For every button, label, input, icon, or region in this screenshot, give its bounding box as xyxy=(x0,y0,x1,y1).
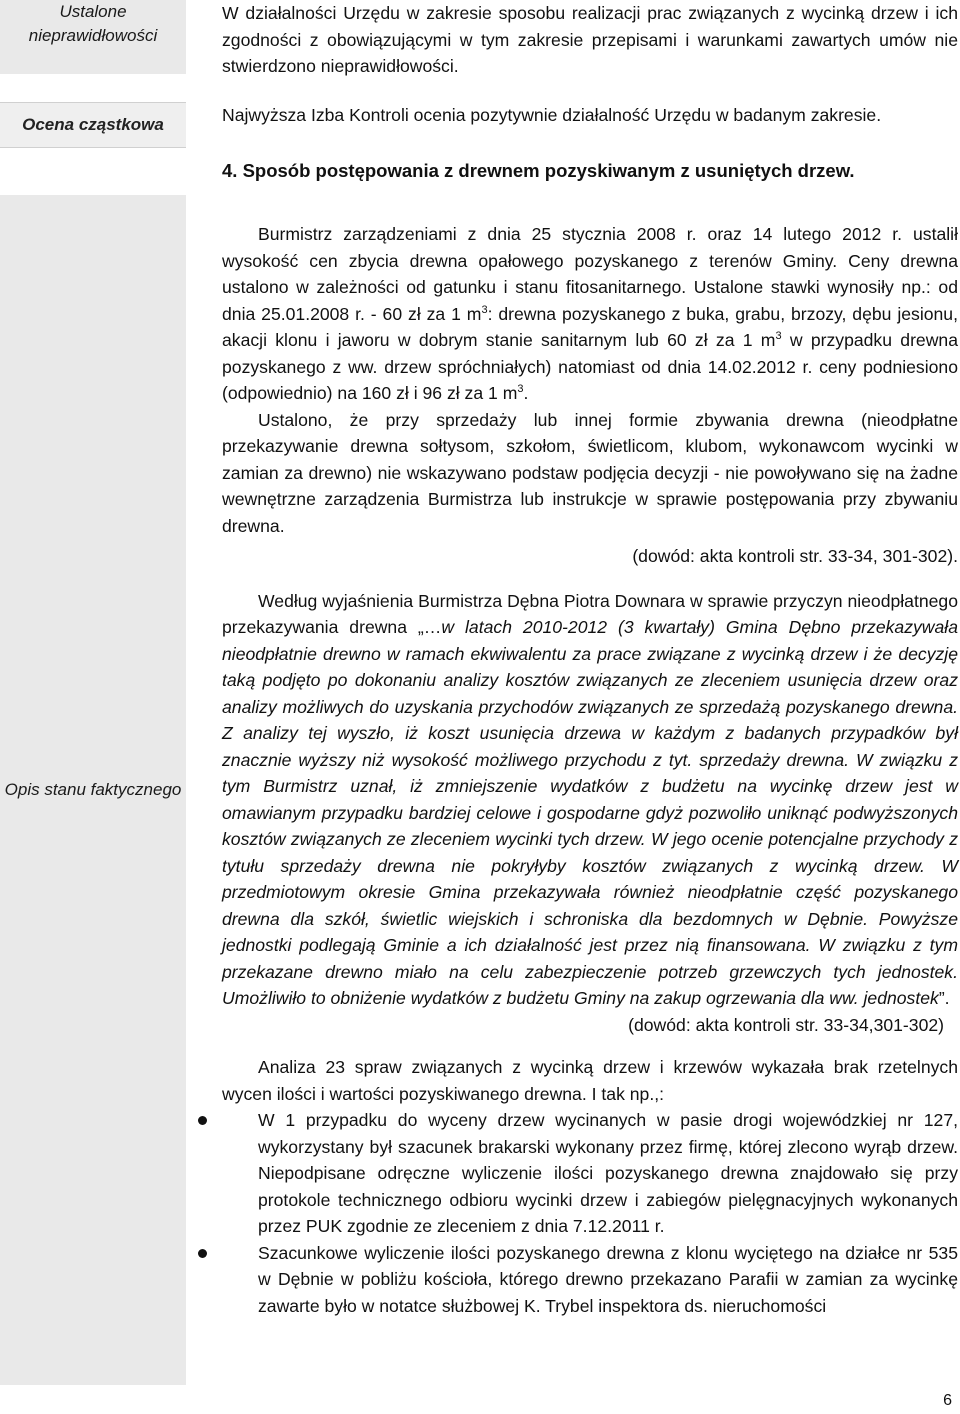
score-paragraph: Najwyższa Izba Kontroli ocenia pozytywnie działalność Urzędu w badanym zakresie. xyxy=(222,105,882,125)
evidence-note-2: (dowód: akta kontroli str. 33-34,301-302) xyxy=(628,1014,944,1035)
list-item: Szacunkowe wyliczenie ilości pozyskanego drewna z klonu wyciętego na działce nr 535 w Dębnie w pobliżu kościoła, którego drewno przekazano Parafii w zamian za wycinkę zawarte było w notatce służbowej K. Trybel inspektora ds. nieruchomości xyxy=(222,1240,958,1320)
irregularities-sidebar-label: Ustalone nieprawidłowości xyxy=(0,0,186,74)
partial-score-sidebar-label: Ocena cząstkowa xyxy=(0,102,186,148)
explanation-paragraph: Według wyjaśnienia Burmistrza Dębna Piotra Downara w sprawie przyczyn nieodpłatnego przekazywania drewna „…w latach 2010-2012 (3 kwartały) Gmina Dębno przekazywała nieodpłatnie drewno w ramach ekwiwalentu za prace związane z wycinką drzew i że decyzję taką podjęto po dokonaniu analizy kosztów związanych ze zleceniem usunięcia drzew oraz analizy możliwych do uzyskania przychodów związanych ze sprzedażą pozyskanego drewna. Z analizy tej wyszło, iż koszt usunięcia drzewa w każdym z badanych przypadków był znacznie wyższy niż wysokość możliwego przychodu z tyt. sprzedaży drewna. W związku z tym Burmistrz uznał, iż zmniejszenie wydatków z budżetu na wycinkę drzew jest w omawianym przypadku bardziej celowe i gospodarne gdyż pozwoliło uniknąć podwyższonych kosztów związanych ze zleceniem wycinki tych drzew. W jego ocenie potencjalne przychody z tytułu sprzedaży drewna nie pokryłyby kosztów związanych z wycinką drzew. W przedmiotowym okresie Gmina przekazywała również nieodpłatnie część pozyskanego drewna dla szkół, świetlic wiejskich i schroniska dla bezdomnych w Dębnie. Powyższe jednostki podlegają Gminie a ich działalność jest przez nią finansowana. W związku z tym przekazane drewno miało na celu zabezpieczenie potrzeb grzewczych tych jednostek. Umożliwiło to obniżenie wydatków z budżetu Gminy na zakup ogrzewania dla ww. jednostek”. xyxy=(222,590,958,1008)
analysis-paragraph: Analiza 23 spraw związanych z wycinką drzew i krzewów wykazała brak rzetelnych wycen ilości i wartości pozyskiwanego drewna. I tak np.,: xyxy=(222,1057,958,1104)
facts-sidebar-label: Opis stanu faktycznego xyxy=(0,195,186,1385)
finding-paragraph: Ustalono, że przy sprzedaży lub innej formie zbywania drewna (nieodpłatne przekazywanie drewna sołtysom, szkołom, świetlicom, klubom, wykonawcom wycinki w zamian za drewno) nie wskazywano podstaw podjęcia decyzji - nie powoływano się na żadne wewnętrzne zarządzenia Burmistrza lub instrukcje w sprawie postępowania przy zbywaniu drewna. xyxy=(222,409,958,536)
bullet-icon xyxy=(198,1249,207,1258)
list-item: W 1 przypadku do wyceny drzew wycinanych w pasie drogi wojewódzkiej nr 127, wykorzystany był szacunek brakarski wykonany przez firmę, której zlecono wyrąb drzew. Niepodpisane odręczne wyliczenie ilości pozyskanego drewna znajdowało się przy protokole technicznego odbioru wycinki drzew i zabiegów pielęgnacyjnych wykonanych przez PUK zgodnie ze zleceniem z dnia 7.12.2011 r. xyxy=(222,1107,958,1240)
irregularities-paragraph: W działalności Urzędu w zakresie sposobu realizacji prac związanych z wycinką drzew i ich zgodności z obowiązującymi w tym zakresie przepisami i warunkami zawartych umów nie stwierdzono nieprawidłowości. xyxy=(222,3,958,76)
page-number: 6 xyxy=(943,1392,952,1409)
evidence-note-1: (dowód: akta kontroli str. 33-34, 301-302). xyxy=(632,546,958,566)
price-paragraph: Burmistrz zarządzeniami z dnia 25 stycznia 2008 r. oraz 14 lutego 2012 r. ustalił wysokość cen zbycia drewna opałowego pozyskanego z terenów Gminy. Ceny drewna ustalono w zależności od gatunku i stanu fitosanitarnego. Ustalone stawki wynosiły np.: od dnia 25.01.2008 r. - 60 zł za 1 $m^3$: drewna pozyskanego z buka, grabu, brzozy, dębu jesionu, akacji klonu i jaworu w dobrym stanie sanitarnym lub 60 zł za 1 $m^3$ w przypadku drewna pozyskanego z ww. drzew spróchniałych) natomiast od dnia 14.02.2012 r. ceny podniesiono (odpowiednio) na 160 zł i 96 zł za 1 $m^3$. xyxy=(222,224,958,403)
bullet-icon xyxy=(198,1116,207,1125)
findings-list xyxy=(222,1107,958,1319)
facts-body xyxy=(222,221,958,1319)
section-heading: 4. Sposób postępowania z drewnem pozyskiwanym z usuniętych drzew. xyxy=(222,160,855,181)
